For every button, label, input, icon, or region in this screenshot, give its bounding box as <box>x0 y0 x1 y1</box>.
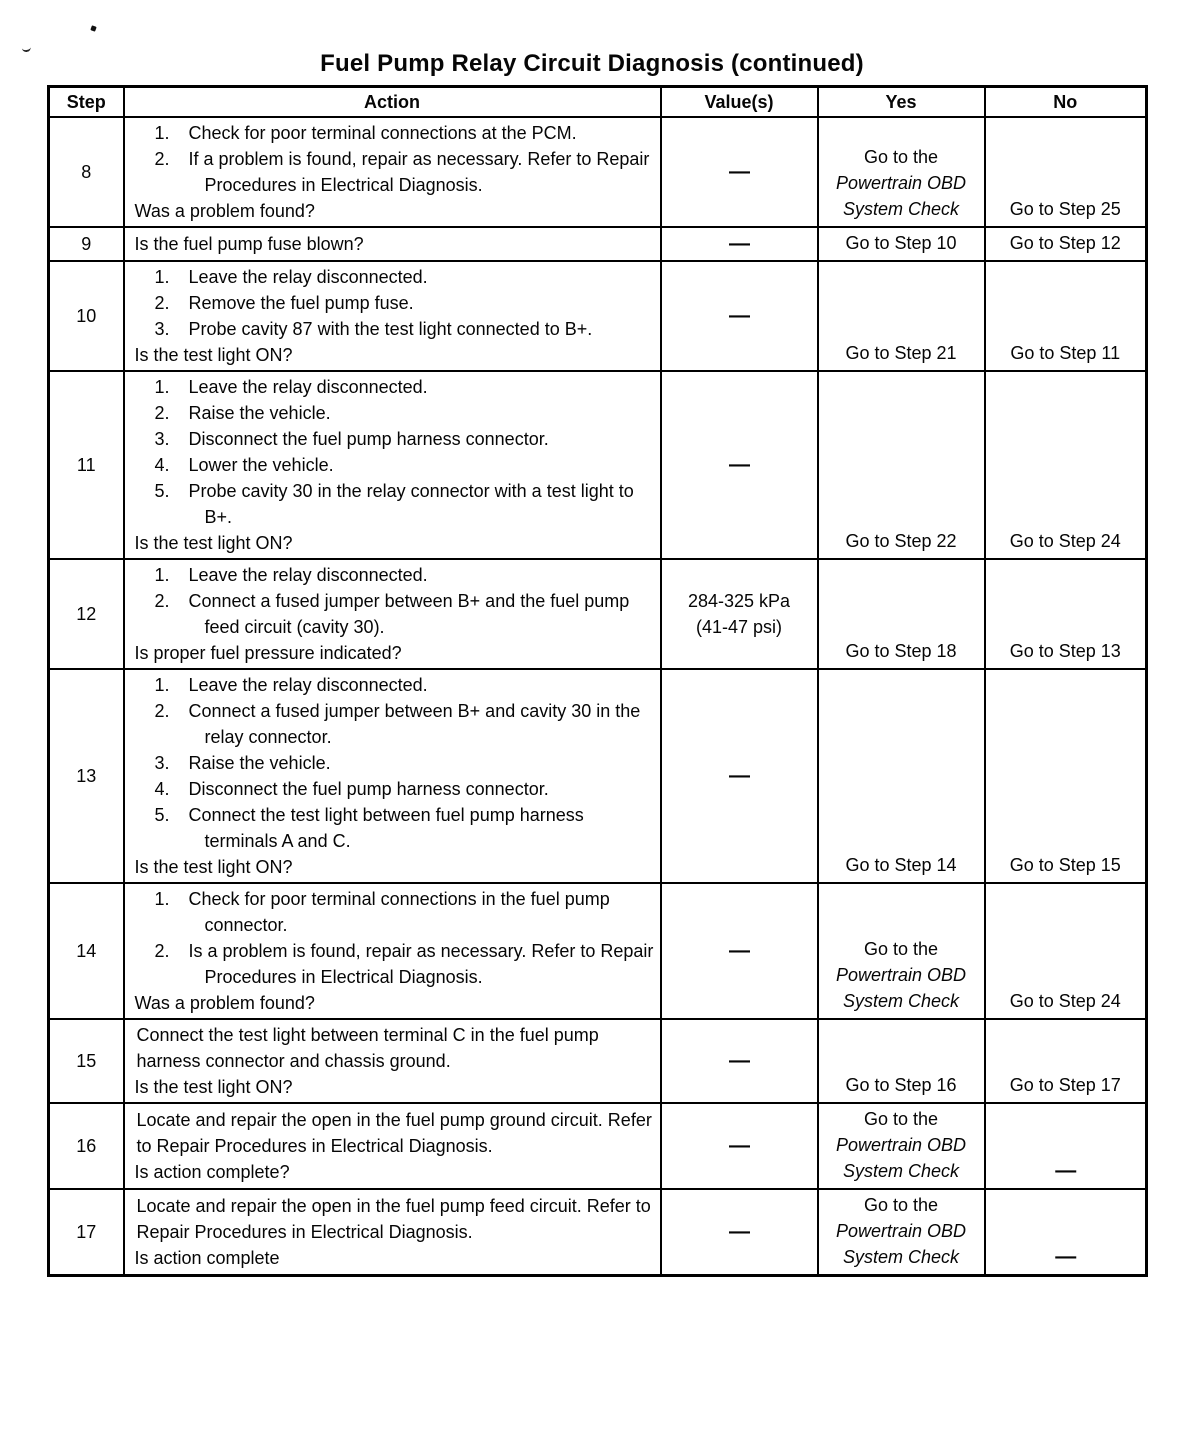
dash-value: — <box>729 1134 749 1157</box>
item-number: 1. <box>154 675 170 695</box>
item-number: 2. <box>154 941 170 961</box>
column-header-action: Action <box>124 87 661 118</box>
step-cell: 15 <box>49 1019 124 1103</box>
step-cell: 16 <box>49 1103 124 1189</box>
column-header-no: No <box>985 87 1147 118</box>
table-row <box>49 371 1147 559</box>
action-cell <box>124 1189 661 1276</box>
no-cell <box>985 261 1147 371</box>
action-cell <box>124 261 661 371</box>
item-number: 2. <box>154 293 170 313</box>
yes-cell <box>818 227 985 261</box>
goto-text: Go to Step 13 <box>1009 641 1121 661</box>
step-cell: 9 <box>49 227 124 261</box>
action-item: 3. Disconnect the fuel pump harness connector. <box>135 426 654 452</box>
action-item: 2. Connect a fused jumper between B+ and the fuel pump feed circuit (cavity 30). <box>135 588 654 640</box>
yes-cell <box>818 883 985 1019</box>
step-cell: 8 <box>49 117 124 227</box>
table-row <box>49 559 1147 669</box>
table-row <box>49 883 1147 1019</box>
goto-text: Go to Step 22 <box>845 531 957 551</box>
goto-text: Go to Step 21 <box>845 343 957 363</box>
item-number: 2. <box>154 403 170 423</box>
action-item: 1. Check for poor terminal connections at the PCM. <box>135 120 654 146</box>
goto-text: Go to Step 14 <box>845 855 957 875</box>
action-cell <box>124 117 661 227</box>
action-question: Is the test light ON? <box>134 857 293 877</box>
no-cell <box>985 669 1147 883</box>
action-cell <box>124 227 661 261</box>
dash-value: — <box>1055 1159 1076 1182</box>
action-text: Locate and repair the open in the fuel pump ground circuit. Refer to Repair Procedures in Electrical Diagnosis. <box>136 1110 652 1156</box>
diagnosis-table-body <box>49 117 1147 1276</box>
value-cell <box>661 1189 818 1276</box>
action-question: Is the test light ON? <box>134 533 293 553</box>
item-number: 4. <box>154 779 170 799</box>
yes-cell <box>818 1019 985 1103</box>
action-cell <box>124 1019 661 1103</box>
dash-value: — <box>729 160 749 183</box>
goto-text: Go to Step 12 <box>1009 233 1121 253</box>
table-row <box>49 117 1147 227</box>
dash-value: — <box>729 304 749 327</box>
action-item: 3. Raise the vehicle. <box>135 750 654 776</box>
dash-value: — <box>1055 1245 1076 1268</box>
action-question: Is the fuel pump fuse blown? <box>134 234 364 254</box>
item-number: 1. <box>154 123 170 143</box>
dash-value: — <box>729 232 749 255</box>
value-cell <box>661 371 818 559</box>
dash-value: — <box>729 764 749 787</box>
goto-text: Go to Step 25 <box>1009 199 1121 219</box>
item-number: 5. <box>154 805 170 825</box>
value-line: 284-325 kPa <box>687 591 791 611</box>
goto-line: Go to the <box>863 1109 939 1129</box>
action-cell <box>124 669 661 883</box>
value-cell <box>661 117 818 227</box>
goto-line: Powertrain OBD <box>835 1135 967 1155</box>
step-cell: 11 <box>49 371 124 559</box>
action-item: 1. Leave the relay disconnected. <box>135 562 654 588</box>
value-line: (41-47 psi) <box>695 617 783 637</box>
item-number: 1. <box>154 889 170 909</box>
goto-line: Powertrain OBD <box>835 965 967 985</box>
action-cell <box>124 883 661 1019</box>
action-text: Locate and repair the open in the fuel pump feed circuit. Refer to Repair Procedures in Electrical Diagnosis. <box>136 1196 651 1242</box>
action-text: Connect the test light between terminal C in the fuel pump harness connector and chassis ground. <box>136 1025 599 1071</box>
table-row <box>49 669 1147 883</box>
header-row <box>49 87 1147 118</box>
no-cell <box>985 117 1147 227</box>
no-cell <box>985 559 1147 669</box>
yes-cell <box>818 1103 985 1189</box>
item-number: 2. <box>154 149 170 169</box>
value-cell <box>661 559 818 669</box>
action-question: Was a problem found? <box>134 201 315 221</box>
action-question: Is action complete <box>134 1248 280 1268</box>
page-title: Fuel Pump Relay Circuit Diagnosis (continued) <box>320 50 864 77</box>
table-row <box>49 227 1147 261</box>
value-cell <box>661 883 818 1019</box>
goto-line: System Check <box>842 199 960 219</box>
goto-text: Go to Step 16 <box>845 1075 957 1095</box>
no-cell <box>985 1103 1147 1189</box>
dash-value: — <box>729 1220 749 1243</box>
goto-line: Go to the <box>863 1195 939 1215</box>
item-number: 3. <box>154 429 170 449</box>
goto-text: Go to Step 24 <box>1009 531 1121 551</box>
no-cell <box>985 883 1147 1019</box>
goto-line: Go to the <box>863 147 939 167</box>
step-cell: 17 <box>49 1189 124 1276</box>
goto-text: Go to Step 11 <box>1010 343 1121 363</box>
goto-line: System Check <box>842 991 960 1011</box>
action-item: 5. Connect the test light between fuel pump harness terminals A and C. <box>135 802 654 854</box>
yes-cell <box>818 669 985 883</box>
value-cell <box>661 1019 818 1103</box>
step-cell: 13 <box>49 669 124 883</box>
dash-value: — <box>729 1049 749 1072</box>
action-item: 4. Lower the vehicle. <box>135 452 654 478</box>
value-cell <box>661 227 818 261</box>
action-item: 2. If a problem is found, repair as necessary. Refer to Repair Procedures in Electrical Diagnosis. <box>135 146 654 198</box>
no-cell <box>985 1019 1147 1103</box>
diagnosis-table <box>47 85 1148 1277</box>
goto-text: Go to Step 15 <box>1009 855 1121 875</box>
goto-text: Go to Step 10 <box>845 233 957 253</box>
goto-line: Powertrain OBD <box>835 173 967 193</box>
value-cell <box>661 1103 818 1189</box>
action-cell <box>124 559 661 669</box>
goto-text: Go to Step 18 <box>845 641 957 661</box>
table-row <box>49 1189 1147 1276</box>
yes-cell <box>818 117 985 227</box>
column-header-step: Step <box>49 87 124 118</box>
item-number: 3. <box>154 319 170 339</box>
action-item: 1. Leave the relay disconnected. <box>135 672 654 698</box>
no-cell <box>985 371 1147 559</box>
step-cell: 14 <box>49 883 124 1019</box>
item-number: 1. <box>154 377 170 397</box>
yes-cell <box>818 371 985 559</box>
action-item: 4. Disconnect the fuel pump harness connector. <box>135 776 654 802</box>
goto-text: Go to Step 17 <box>1009 1075 1121 1095</box>
yes-cell <box>818 1189 985 1276</box>
yes-cell <box>818 559 985 669</box>
action-item: 3. Probe cavity 87 with the test light connected to B+. <box>135 316 654 342</box>
item-number: 2. <box>154 701 170 721</box>
no-cell <box>985 227 1147 261</box>
action-item: 2. Remove the fuel pump fuse. <box>135 290 654 316</box>
table-row <box>49 1019 1147 1103</box>
value-cell <box>661 261 818 371</box>
goto-text: Go to Step 24 <box>1009 991 1121 1011</box>
yes-cell <box>818 261 985 371</box>
column-header-yes: Yes <box>818 87 985 118</box>
dash-value: — <box>729 939 749 962</box>
step-cell: 10 <box>49 261 124 371</box>
dash-value: — <box>729 453 749 476</box>
value-cell <box>661 669 818 883</box>
column-header-values: Value(s) <box>661 87 818 118</box>
action-question: Is proper fuel pressure indicated? <box>134 643 402 663</box>
action-item: 5. Probe cavity 30 in the relay connector with a test light to B+. <box>135 478 654 530</box>
table-header <box>49 87 1147 118</box>
action-cell <box>124 1103 661 1189</box>
action-question: Is action complete? <box>134 1162 290 1182</box>
action-item: 2. Raise the vehicle. <box>135 400 654 426</box>
item-number: 4. <box>154 455 170 475</box>
action-item: 2. Connect a fused jumper between B+ and cavity 30 in the relay connector. <box>135 698 654 750</box>
action-item: 2. Is a problem is found, repair as necessary. Refer to Repair Procedures in Electrical Diagnosis. <box>135 938 654 990</box>
item-number: 1. <box>154 565 170 585</box>
goto-line: System Check <box>842 1161 960 1181</box>
action-item: 1. Leave the relay disconnected. <box>135 264 654 290</box>
table-row <box>49 261 1147 371</box>
action-question: Is the test light ON? <box>134 345 293 365</box>
action-item: 1. Check for poor terminal connections in the fuel pump connector. <box>135 886 654 938</box>
goto-line: Go to the <box>863 939 939 959</box>
step-cell: 12 <box>49 559 124 669</box>
action-question: Is the test light ON? <box>134 1077 293 1097</box>
goto-line: Powertrain OBD <box>835 1221 967 1241</box>
item-number: 5. <box>154 481 170 501</box>
action-cell <box>124 371 661 559</box>
action-question: Was a problem found? <box>134 993 315 1013</box>
action-item: 1. Leave the relay disconnected. <box>135 374 654 400</box>
table-row <box>49 1103 1147 1189</box>
no-cell <box>985 1189 1147 1276</box>
item-number: 3. <box>154 753 170 773</box>
item-number: 1. <box>154 267 170 287</box>
goto-line: System Check <box>842 1247 960 1267</box>
item-number: 2. <box>154 591 170 611</box>
